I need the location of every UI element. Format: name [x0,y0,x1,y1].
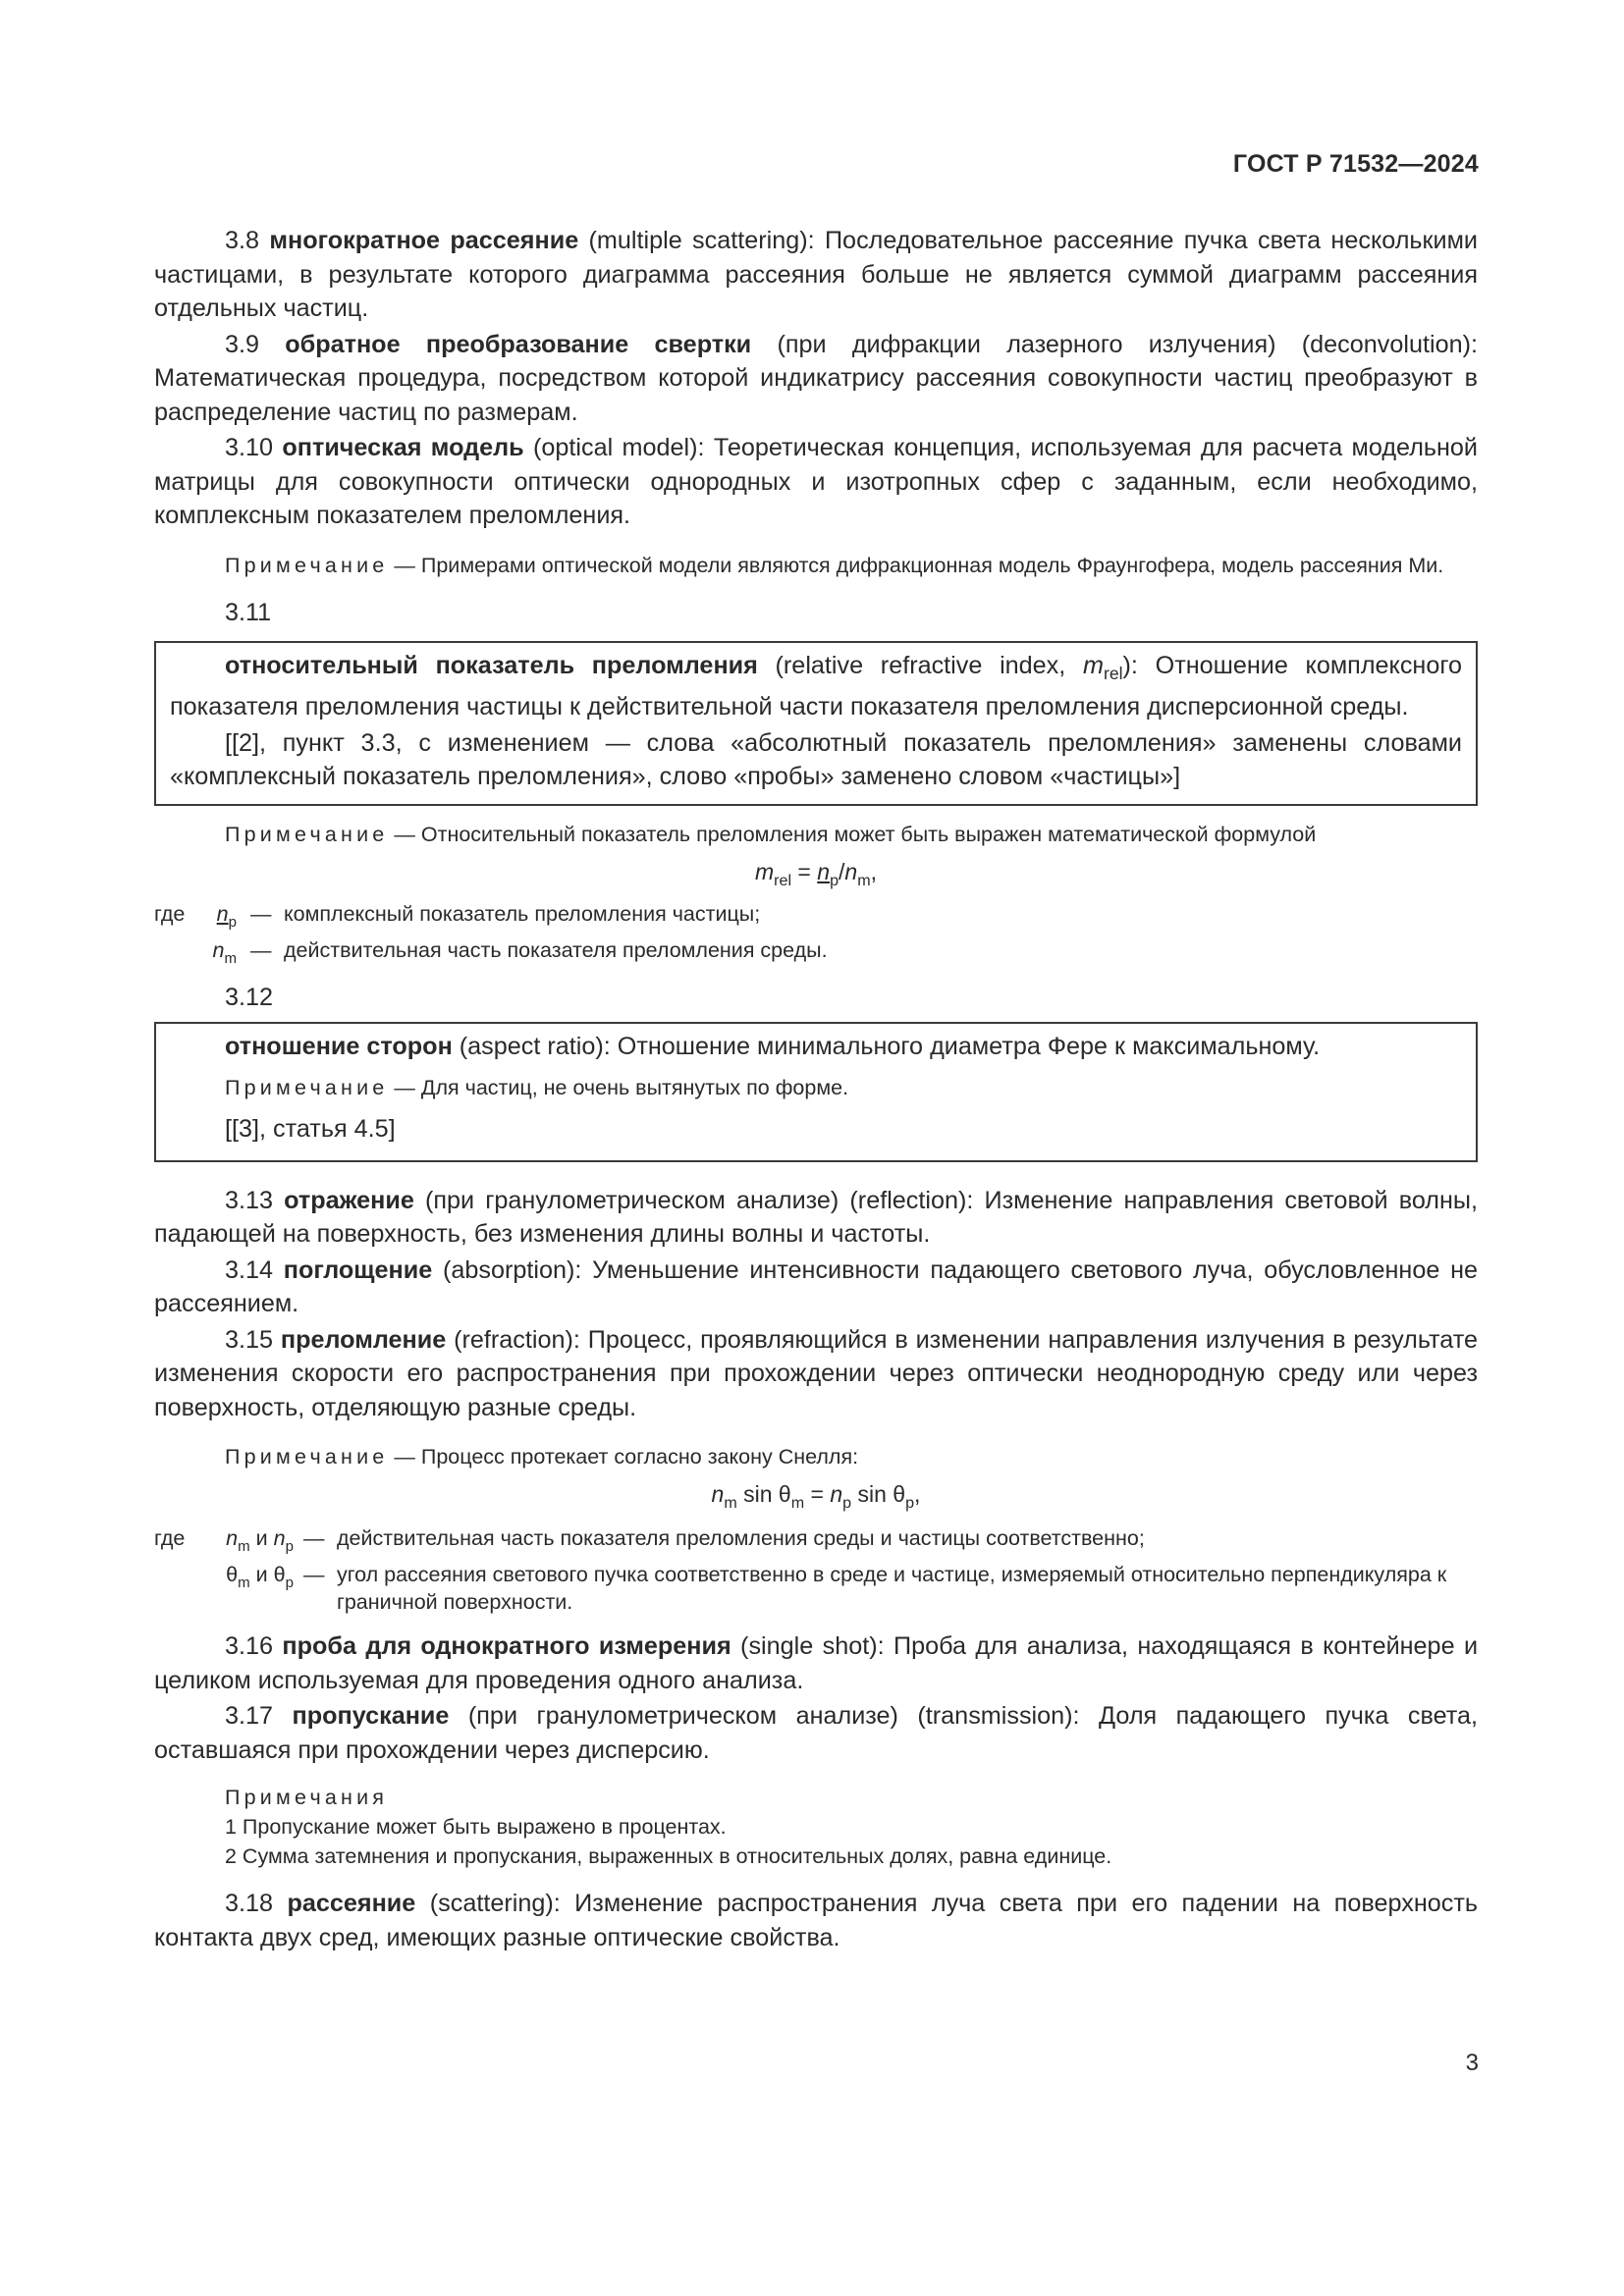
formula-sin: sin θ [851,1481,906,1507]
where-word: где [154,1526,186,1550]
entry-3-12 [170,1030,1462,1064]
formula-sub: m [790,1494,805,1512]
note-item: 2 Сумма затемнения и пропускания, выраженных в относительных долях, равна единице. [225,1844,1112,1868]
entry-number: 3.9 [225,330,260,358]
formula-op: / [839,858,845,884]
where-list-3-11 [154,900,828,973]
sub: p [228,913,237,931]
source-ref: [[2], пункт 3.3, с изменением — слова «абсолютный показатель преломления» заменены словами «комплексный показатель преломления», слово «пробы» заменено словом «частицы»] [170,728,1462,790]
entry-number: 3.17 [225,1702,274,1730]
formula-sub: m [724,1494,737,1512]
formula-snell [154,1481,1478,1513]
entry-number: 3.18 [225,1890,274,1917]
and: и [249,1526,274,1550]
notes-3-17 [154,1783,1478,1871]
term: многократное рассеяние [269,227,579,254]
sub: m [224,949,237,967]
term: поглощение [283,1255,433,1284]
formula-eq: = [791,858,818,884]
formula-sub: rel [774,871,792,889]
term-box-3-12 [154,1022,1478,1162]
sym: n [273,1526,286,1550]
definition: (absorption): Уменьшение интенсивности падающего светового луча, обусловленное не рассеянием. [154,1255,1478,1317]
term: проба для однократного измерения [282,1632,731,1660]
entry-3-11-number: 3.11 [225,598,272,626]
formula-sym: n [711,1481,725,1507]
note-label: Примечание [225,1076,389,1099]
sub: m [238,1575,250,1591]
formula-sub: p [905,1494,915,1512]
where-word: где [154,901,186,926]
definition-part-a: (relative refractive index, [757,651,1083,679]
formula-sub: p [830,871,839,889]
sym: n [216,901,229,926]
where-row [154,1524,1478,1561]
note-item: 1 Пропускание может быть выражено в процентах. [225,1815,727,1839]
symbol-sub: rel [1103,663,1123,683]
note-text: — Процесс протекает согласно закону Снелля: [388,1445,859,1468]
entry-number: 3.13 [225,1186,274,1214]
entry-3-10 [154,431,1478,533]
sub: p [285,1538,294,1555]
formula-sym: n [817,858,831,884]
where-symbol [195,1561,303,1616]
where-desc: угол рассеяния светового пучка соответственно в среде и частице, измеряемый относительно перпендикуляра к граничной поверхности. [337,1563,1447,1614]
entry-3-18 [154,1887,1478,1954]
definition-part-b: ): Отношение комплексного показателя преломления частицы к действительной части показателя преломления дисперсионной среды. [170,651,1462,721]
definition: (при гранулометрическом анализе) (transmission): Доля падающего пучка света, оставшаяся при прохождении через дисперсию. [154,1702,1478,1764]
where-symbol [195,1524,303,1561]
definition: (optical model): Теоретическая концепция, используемая для расчета модельной матрицы для совокупности оптически однородных и изотропных сфер с заданным, если необходимо, комплексным показателем преломления. [154,434,1478,529]
note-text: — Относительный показатель преломления может быть выражен математической формулой [388,822,1317,846]
entry-3-16 [154,1629,1478,1697]
formula-sym: n [830,1481,843,1507]
entry-number: 3.14 [225,1255,274,1284]
definition: (при гранулометрическом анализе) (reflection): Изменение направления световой волны, падающей на поверхность, без изменения длины волны и частоты. [154,1186,1478,1248]
where-symbol [197,900,250,936]
label-text: Примечания [225,1786,389,1809]
sym: n [212,937,225,962]
term: пропускание [292,1702,450,1730]
entry-number: 3.15 [225,1325,274,1354]
formula-sub: m [857,871,871,889]
entry-3-12-number: 3.12 [225,983,274,1011]
definition: (scattering): Изменение распространения луча света при его падении на поверхность контакта двух сред, имеющих разные оптические свойства. [154,1890,1478,1951]
notes-label [225,1783,1478,1812]
term: оптическая модель [282,434,524,461]
formula-tail: , [914,1481,921,1507]
term-box-3-11 [154,641,1478,806]
term: относительный показатель преломления [225,651,758,679]
formula-eq: = [804,1481,831,1507]
symbol-m: m [1082,651,1104,679]
definition: (при дифракции лазерного излучения) (deconvolution): Математическая процедура, посредством которой индикатрису рассеяния совокупности частиц преобразуют в распределение частиц по размерам. [154,330,1478,426]
entry-3-15 [154,1323,1478,1425]
where-symbol [197,936,250,973]
note-label: Примечание [225,1445,389,1468]
entry-3-11 [170,649,1462,724]
sym: θ [273,1563,286,1586]
sub: m [238,1538,250,1555]
entry-3-14 [154,1254,1478,1321]
formula-mrel [154,859,1478,890]
note-text: — Примерами оптической модели являются дифракционная модель Фраунгофера, модель рассеяния Ми. [388,553,1444,577]
entry-3-9 [154,328,1478,430]
note-3-15 [154,1442,1478,1471]
where-dash: — [303,1563,325,1586]
sym: n [226,1526,239,1550]
where-desc: действительная часть показателя преломления среды и частицы соответственно; [337,1526,1145,1550]
definition: (aspect ratio): Отношение минимального диаметра Фере к максимальному. [452,1032,1321,1060]
entry-number: 3.10 [225,434,274,461]
term: рассеяние [287,1890,416,1917]
where-desc: комплексный показатель преломления частицы; [284,901,761,926]
note-label: Примечание [225,553,389,577]
note-3-11 [154,820,1478,849]
formula-sym: n [844,858,858,884]
where-dash: — [250,901,272,926]
sub: p [285,1575,294,1591]
sym: θ [226,1563,239,1586]
term: преломление [280,1325,447,1354]
definition: (refraction): Процесс, проявляющийся в изменении направления излучения в результате изменения скорости его распространения при прохождении через оптически неоднородную среду или через поверхность, отделяющую разные среды. [154,1325,1478,1421]
where-dash: — [303,1526,325,1550]
where-row [154,900,828,936]
where-row [154,1561,1478,1616]
document-header: ГОСТ Р 71532—2024 [1232,150,1479,178]
page-number: 3 [1465,2050,1479,2076]
where-row [154,936,828,973]
formula-sin: sin θ [736,1481,791,1507]
formula-sym: m [754,858,775,884]
where-list-3-15 [154,1524,1478,1616]
definition: (single shot): Проба для анализа, находящаяся в контейнере и целиком используемая для проведения одного анализа. [154,1632,1479,1694]
note-3-12 [170,1073,1462,1102]
formula-tail: , [870,858,877,884]
entry-number: 3.16 [225,1632,274,1660]
definition: (multiple scattering): Последовательное рассеяние пучка света несколькими частицами, в результате которого диаграмма рассеяния больше не является суммой диаграмм рассеяния отдельных частиц. [154,227,1478,322]
entry-3-13 [154,1184,1478,1252]
note-3-10 [154,551,1478,580]
source-ref: [[3], статья 4.5] [225,1115,396,1143]
where-dash: — [250,937,272,962]
term: отражение [284,1186,414,1214]
and: и [249,1563,274,1586]
entry-number: 3.8 [225,227,260,254]
note-text: — Для частиц, не очень вытянутых по форме. [388,1076,849,1099]
entry-3-17 [154,1699,1478,1767]
page-content [154,224,1478,1954]
term: отношение сторон [225,1032,453,1060]
where-desc: действительная часть показателя преломления среды. [284,937,828,962]
term: обратное преобразование свертки [285,330,752,358]
note-label: Примечание [225,822,389,846]
formula-sub: p [842,1494,852,1512]
entry-3-8 [154,224,1478,326]
